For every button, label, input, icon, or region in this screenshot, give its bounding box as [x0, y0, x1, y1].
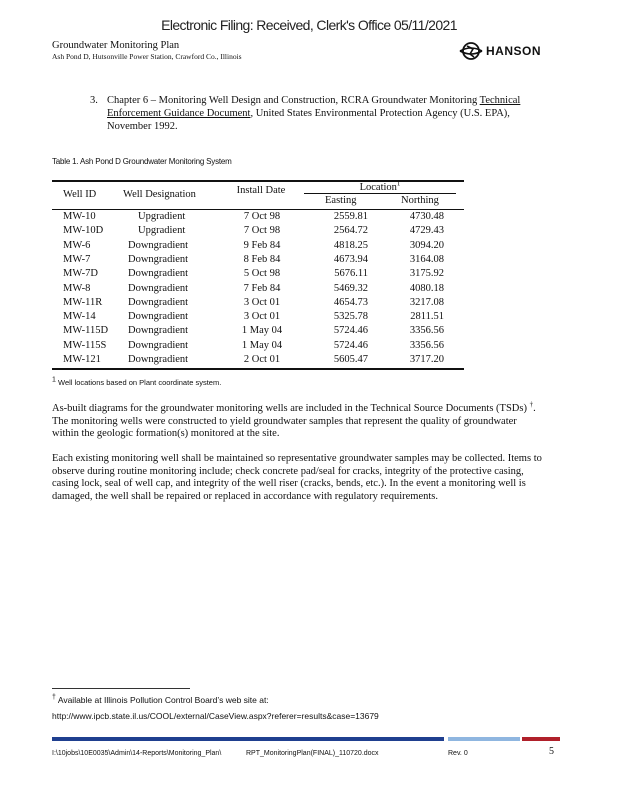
cell-northing: 4080.18 [409, 282, 444, 294]
cell-designation: Upgradient [138, 225, 186, 237]
reference-text-start: Chapter 6 – Monitoring Well Design and Construction, RCRA Groundwater Monitoring [107, 95, 478, 106]
cell-designation: Downgradient [128, 354, 189, 365]
cell-northing: 3356.56 [409, 325, 444, 337]
cell-install-date: 7 Oct 98 [243, 225, 281, 237]
cell-install-date: 2 Oct 01 [243, 354, 281, 365]
footnote-separator [52, 688, 190, 689]
cell-easting: 2564.72 [333, 225, 368, 237]
header-install-date: Install Date [236, 185, 286, 196]
cell-northing: 4729.43 [409, 225, 444, 237]
cell-install-date: 5 Oct 98 [243, 268, 281, 280]
footer-bar-light [448, 737, 520, 741]
cell-install-date: 1 May 04 [241, 339, 283, 351]
cell-easting: 5605.47 [333, 354, 368, 365]
reference-item [90, 94, 530, 133]
cell-install-date: 7 Feb 84 [243, 282, 281, 294]
hanson-logo [458, 40, 541, 62]
table-caption: Table 1. Ash Pond D Groundwater Monitoring System [52, 157, 232, 166]
cell-designation: Upgradient [138, 211, 186, 222]
cell-northing: 3094.20 [409, 239, 444, 251]
reference-number: 3. [90, 95, 98, 106]
cell-well-id: MW-115S [63, 339, 107, 351]
table-footnote [52, 378, 221, 387]
cell-install-date: 3 Oct 01 [243, 311, 281, 323]
header-location-label: Location [359, 182, 397, 193]
globe-icon [458, 42, 484, 60]
footer-bar-red [522, 737, 560, 741]
table-footnote-mark: 1 [52, 376, 56, 384]
cell-designation: Downgradient [128, 311, 189, 323]
cell-easting: 4654.73 [333, 296, 368, 308]
cell-well-id: MW-7 [63, 253, 91, 265]
cell-install-date: 7 Oct 98 [243, 211, 281, 222]
cell-northing: 3356.56 [409, 339, 444, 351]
cell-northing: 2811.51 [410, 311, 444, 323]
cell-well-id: MW-121 [63, 354, 101, 365]
paragraph-as-built [52, 400, 542, 441]
table-bottom-rule [52, 368, 464, 370]
cell-install-date: 1 May 04 [241, 325, 283, 337]
footer-revision: Rev. 0 [448, 750, 468, 757]
cell-designation: Downgradient [128, 239, 189, 251]
cell-easting: 5469.32 [333, 282, 368, 294]
cell-designation: Downgradient [128, 339, 189, 351]
reference-text-end: , United States Environmental Protection Agency (U.S. EPA), November 1992. [107, 108, 510, 132]
page-footnote [52, 692, 379, 724]
cell-install-date: 3 Oct 01 [243, 296, 281, 308]
cell-northing: 4730.48 [409, 211, 444, 222]
cell-designation: Downgradient [128, 296, 189, 308]
footer-file-path: I:\10jobs\10E0035\Admin\14-Reports\Monitoring_Plan\ [52, 750, 222, 757]
cell-easting: 4673.94 [333, 253, 368, 265]
footer-bar-navy [52, 737, 444, 741]
header-easting: Easting [325, 195, 357, 206]
cell-install-date: 8 Feb 84 [243, 253, 281, 265]
table-footnote-text: Well locations based on Plant coordinate system. [58, 378, 222, 387]
cell-well-id: MW-6 [63, 239, 91, 251]
cell-install-date: 9 Feb 84 [243, 239, 281, 251]
cell-well-id: MW-10 [63, 211, 96, 222]
header-northing: Northing [401, 195, 439, 206]
footnote-line-1 [52, 692, 379, 708]
footnote-text: Available at Illinois Pollution Control Board’s web site at: [57, 695, 269, 705]
footnote-mark: † [52, 694, 56, 702]
cell-designation: Downgradient [128, 253, 189, 265]
cell-northing: 3164.08 [409, 253, 444, 265]
footnote-url: http://www.ipcb.state.il.us/COOL/external/CaseView.aspx?referer=results&case=13679 [52, 711, 379, 721]
paragraph-maintenance: Each existing monitoring well shall be maintained so representative groundwater samples may be collected. Items to observe during routine monitoring include; check concrete pad/seal for cracks, integrity of the protective casing, casing lock, seal of well cap, and integrity of the well riser (cracks, bends, etc.). In the event a monitoring well is damaged, the well shall be repaired or replaced in accordance with regulatory requirements. [52, 453, 542, 502]
cell-easting: 5724.46 [333, 325, 368, 337]
cell-easting: 2559.81 [333, 211, 368, 222]
header-well-id: Well ID [63, 189, 97, 200]
cell-northing: 3175.92 [409, 268, 444, 280]
cell-easting: 5325.78 [333, 311, 368, 323]
page-number: 5 [549, 746, 554, 757]
header-location [304, 181, 456, 195]
logo-text: HANSON [486, 44, 542, 58]
cell-well-id: MW-8 [63, 282, 91, 294]
header-well-designation: Well Designation [123, 189, 196, 200]
cell-well-id: MW-115D [63, 325, 109, 337]
cell-easting: 5724.46 [333, 339, 368, 351]
cell-designation: Downgradient [128, 325, 189, 337]
paragraph-as-built-start: As-built diagrams for the groundwater monitoring wells are included in the Technical Source Documents (TSDs) [52, 403, 527, 414]
electronic-filing-stamp: Electronic Filing: Received, Clerk's Office 05/11/2021 [161, 17, 457, 33]
document-title: Groundwater Monitoring Plan [52, 40, 180, 51]
cell-well-id: MW-10D [63, 225, 104, 237]
cell-well-id: MW-14 [63, 311, 96, 323]
tsd-footnote-mark: † [529, 400, 534, 409]
footer-file-name: RPT_MonitoringPlan(FINAL)_110720.docx [246, 750, 379, 757]
header-location-footnote-mark: 1 [396, 179, 401, 188]
reference-text [107, 94, 530, 133]
cell-easting: 5676.11 [334, 268, 368, 280]
reference-underlined-title: Technical Enforcement Guidance Document [107, 95, 521, 119]
document-subtitle: Ash Pond D, Hutsonville Power Station, Crawford Co., Illinois [52, 52, 242, 61]
monitoring-wells-table [52, 180, 464, 370]
cell-designation: Downgradient [128, 282, 189, 294]
cell-northing: 3717.20 [409, 354, 444, 365]
cell-designation: Downgradient [128, 268, 189, 280]
paragraph-as-built-end: . The monitoring wells were constructed to yield groundwater samples that represent the quality of groundwater within the geologic formation(s) monitored at the site. [52, 403, 536, 439]
cell-easting: 4818.25 [333, 239, 368, 251]
cell-well-id: MW-11R [63, 296, 103, 308]
cell-well-id: MW-7D [63, 268, 98, 280]
cell-northing: 3217.08 [409, 296, 444, 308]
